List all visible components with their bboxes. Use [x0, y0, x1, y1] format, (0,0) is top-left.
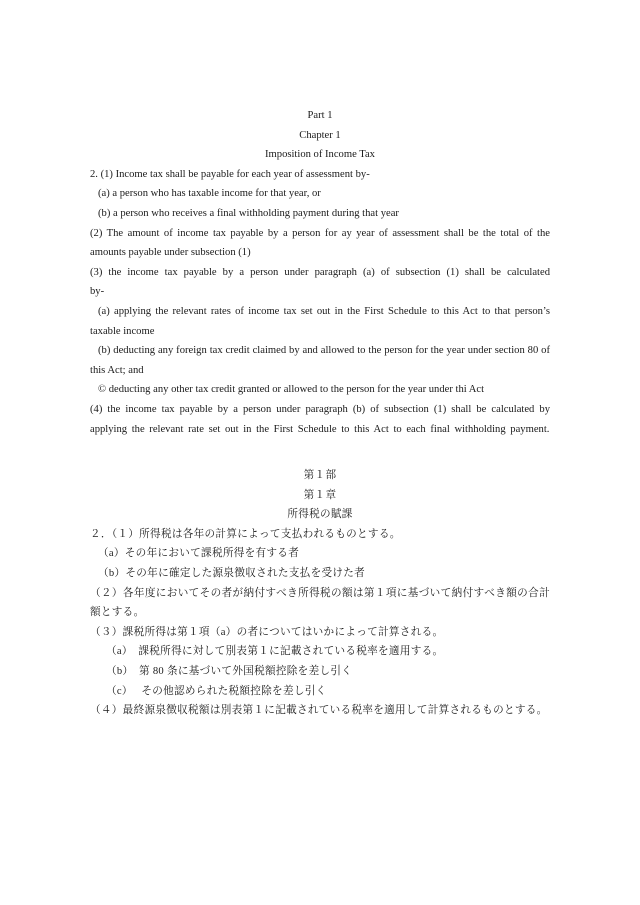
paragraph-2-3-c: © deducting any other tax credit granted or allowed to the person for the year under thi Act — [98, 384, 485, 396]
chapter-heading-ja: 第１章 — [303, 489, 337, 501]
part-heading: Part 1 — [307, 110, 333, 121]
subsection-2-1-ja: ２．（１）所得税は各年の計算によって支払われるものとする。 — [90, 528, 401, 540]
document-page — [90, 106, 550, 721]
paragraph-2-1-a-ja: （a）その年において課税所得を有する者 — [98, 548, 300, 560]
subsection-2-4: (4) the income tax payable by a person under paragraph (b) of subsection (1) shall be calculated by applying the relevant rate set out in the First Schedule to this Act to each final withholding payment. — [90, 403, 550, 435]
paragraph-2-1-b-ja: （b）その年に確定した源泉徴収された支払を受けた者 — [98, 568, 366, 580]
subsection-2-4-ja: （４）最終源泉徴収税額は別表第１に記載されている税率を適用して計算されるものとする。 — [90, 705, 548, 717]
paragraph-2-3-a: (a) applying the relevant rates of income tax set out in the First Schedule to this Act to that person’s taxable income — [90, 305, 550, 337]
paragraph-2-3-c-ja: （c） その他認められた税額控除を差し引く — [106, 685, 327, 697]
paragraph-2-3-b-ja: （b） 第 80 条に基づいて外国税額控除を差し引く — [106, 666, 353, 678]
subsection-2-2: (2) The amount of income tax payable by a person for ay year of assessment shall be the total of the amounts payable under subsection (1) — [90, 227, 550, 259]
chapter-heading: Chapter 1 — [299, 129, 341, 141]
paragraph-2-3-b: (b) deducting any foreign tax credit claimed by and allowed to the person for the year under section 80 of this Act; and — [90, 345, 550, 376]
paragraph-2-1-a: (a) a person who has taxable income for that year, or — [98, 188, 321, 200]
subsection-2-2-ja: （２）各年度においてその者が納付すべき所得税の額は第１項に基づいて納付すべき額の合計額とする。 — [90, 587, 550, 619]
subsection-2-3: (3) the income tax payable by a person under paragraph (a) of subsection (1) shall be calculated by- — [90, 266, 550, 298]
paragraph-2-3-a-ja: （a） 課税所得に対して別表第１に記載されている税率を適用する。 — [106, 646, 444, 658]
section-title: Imposition of Income Tax — [265, 149, 375, 161]
section-title-ja: 所得税の賦課 — [287, 509, 353, 521]
paragraph-2-1-b: (b) a person who receives a final withholding payment during that year — [98, 207, 399, 219]
japanese-section — [90, 466, 550, 721]
subsection-2-1: 2. (1) Income tax shall be payable for each year of assessment by- — [90, 168, 370, 180]
part-heading-ja: 第１部 — [303, 470, 337, 482]
english-section — [90, 106, 550, 439]
subsection-2-3-ja: （３）課税所得は第１項（a）の者についてはいかによって計算される。 — [90, 626, 444, 638]
